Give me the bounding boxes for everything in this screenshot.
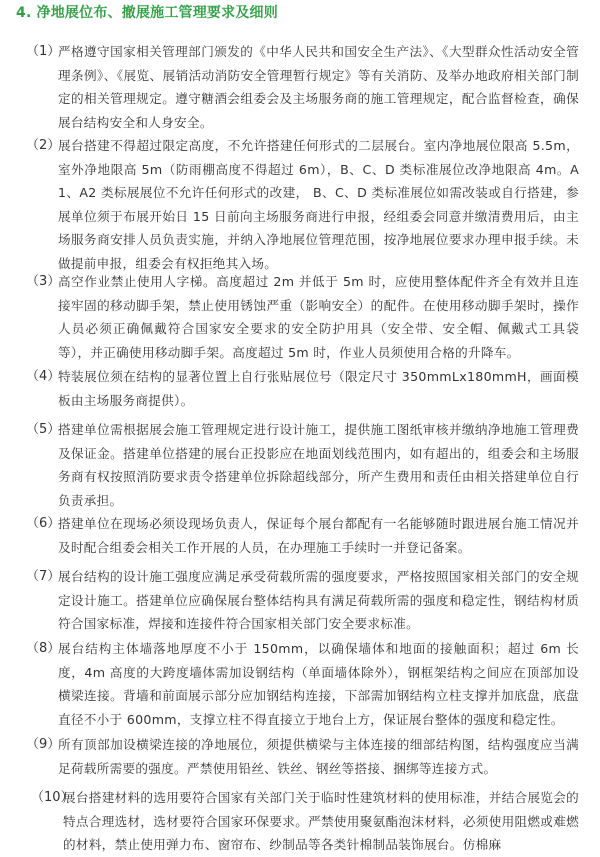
rule-number: （4） xyxy=(26,369,61,384)
rule-text: 高空作业禁止使用人字梯。高度超过 2m 并低于 5m 时，应使用整体配件齐全有效并且连接牢固的移动脚手架，禁止使用锈蚀严重（影响安全）的配件。在使用移动脚手架时，操作人员必须正确佩戴符合国家安全要求的安全防护用具（安全带、安全帽、佩戴式工具袋等），并正确使用移动脚手架。高度超过 5m 时，作业人员须使用合格的升降车。 xyxy=(58,274,579,360)
rule-text: 特装展位须在结构的显著位置上自行张贴展位号（限定尺寸 350mmLx180mmH，画面模板由主场服务商提供）。 xyxy=(58,369,579,408)
rule-text: 展台搭建材料的选用要符合国家有关部门关于临时性建筑材料的使用标准，并结合展览会的特点合理选材，选材要符合国家环保要求。严禁使用聚氨酯泡沫材料，必须使用阻燃或难燃的材料，禁止使用弹力布、窗帘布、纱制品等各类针棉制品装饰展台。仿棉麻 xyxy=(63,790,579,852)
section-heading: 4. 净地展位布、撤展施工管理要求及细则 xyxy=(16,5,278,21)
rule-text: 展台结构主体墙落地厚度不小于 150mm，以确保墙体和地面的接触面积；超过 6m 长度，4m 高度的大跨度墙体需加设钢结构（单面墙体除外），钢框架结构之间应在顶部加设横梁连接。背墙和前面展示部分应加钢结构连接，下部需加钢结构立柱支撑并加底盘，底盘直径不小于 600mm，支撑立柱不得直接立于地台上方，保证展台整体的强度和稳定性。 xyxy=(58,641,579,727)
rule-number: （8） xyxy=(26,641,61,656)
rule-number: （7） xyxy=(26,569,61,584)
rule-number: （1） xyxy=(26,44,61,59)
rule-text: 搭建单位在现场必须设现场负责人，保证每个展台都配有一名能够随时跟进展台施工情况并及时配合组委会相关工作开展的人员，在办理施工手续时一并登记备案。 xyxy=(58,516,579,555)
rule-text: 展台搭建不得超过限定高度，不允许搭建任何形式的二层展台。室内净地展位限高 5.5m，室外净地限高 5m（防雨棚高度不得超过 6m），B、C、D 类标准展位改净地限高 4m。A1、A2 类标展展位不允许任何形式的改建， B、C、D 类标准展位如需改装或自行搭建，参展单位须于布展开始日 15 日前向主场服务商进行申报，经组委会同意并缴清费用后，由主场服务商安排人员负责实施，并纳入净地展位管理范围，按净地展位要求办理申报手续。未做提前申报，组委会有权拒绝其入场。 xyxy=(58,138,579,271)
rule-text: 展台结构的设计施工强度应满足承受荷载所需的强度要求，严格按照国家相关部门的安全规定设计施工。搭建单位应确保展台整体结构具有满足荷载所需的强度和稳定性，钢结构材质符合国家标准，焊接和连接件符合国家相关部门安全要求标准。 xyxy=(58,569,579,631)
rule-text: 搭建单位需根据展会施工管理规定进行设计施工，提供施工图纸审核并缴纳净地施工管理费及保证金。搭建单位搭建的展台正投影应在地面划线范围内，如有超出的，组委会和主场服务商有权按照消防要求责令搭建单位拆除超线部分，所产生费用和责任由相关搭建单位自行负责承担。 xyxy=(58,422,579,508)
rule-number: （9） xyxy=(26,737,61,752)
rule-number: （10） xyxy=(31,790,74,805)
rule-text: 所有顶部加设横梁连接的净地展位，须提供横梁与主体连接的细部结构图，结构强度应当满足荷载所需要的强度。严禁使用铅丝、铁丝、钢丝等搭接、捆绑等连接方式。 xyxy=(58,737,579,776)
rule-number: （5） xyxy=(26,422,61,437)
rule-number: （2） xyxy=(26,138,61,153)
rule-number: （6） xyxy=(26,516,61,531)
rule-number: （3） xyxy=(26,274,61,289)
rule-text: 严格遵守国家相关管理部门颁发的《中华人民共和国安全生产法》、《大型群众性活动安全管理条例》、《展览、展销活动消防安全管理暂行规定》等有关消防、及举办地政府相关部门制定的相关管理规定。遵守糖酒会组委会及主场服务商的施工管理规定，配合监督检查，确保展台结构安全和人身安全。 xyxy=(58,44,579,130)
